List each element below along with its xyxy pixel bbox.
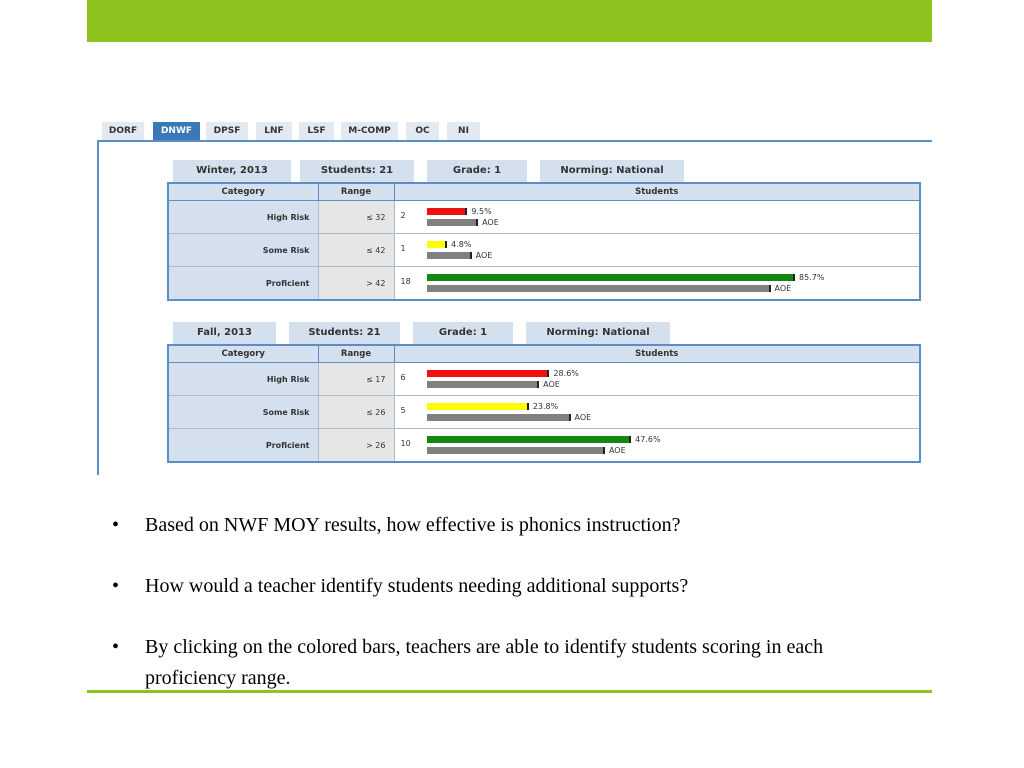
bullet-glyph: • — [112, 514, 120, 536]
percent-label: 47.6% — [635, 435, 661, 444]
some-risk-bar[interactable] — [427, 241, 448, 248]
range-cell: > 26 — [318, 429, 394, 463]
tab-dorf[interactable]: DORF — [102, 122, 144, 140]
percent-label: 9.5% — [471, 207, 492, 216]
students-cell — [394, 267, 920, 301]
tab-dnwf[interactable]: DNWF — [153, 122, 200, 140]
bullet-text: Based on NWF MOY results, how effective is phonics instruction? — [145, 514, 681, 536]
header-accent-band — [87, 0, 932, 42]
table-row — [168, 396, 920, 429]
column-header-range: Range — [318, 183, 394, 201]
aoe-label: AOE — [543, 380, 560, 389]
tab-oc[interactable]: OC — [406, 122, 439, 140]
bullet-item — [112, 571, 892, 602]
aoe-bar[interactable] — [427, 252, 472, 259]
percent-label: 85.7% — [799, 273, 825, 282]
table-row — [168, 201, 920, 234]
aoe-label: AOE — [482, 218, 499, 227]
bullet-glyph: • — [112, 636, 120, 658]
aoe-label: AOE — [475, 251, 493, 260]
table-header-row — [168, 345, 920, 363]
aoe-bar[interactable] — [427, 447, 605, 454]
students-cell — [394, 234, 920, 267]
category-cell: Proficient — [168, 429, 318, 463]
proficient-bar[interactable] — [427, 274, 796, 281]
students-cell — [394, 429, 920, 463]
student-count-label: Students: 21 — [289, 322, 400, 344]
column-header-students: Students — [394, 183, 920, 201]
high-risk-bar[interactable] — [427, 208, 468, 215]
category-cell: Proficient — [168, 267, 318, 301]
tab-ni[interactable]: NI — [447, 122, 480, 140]
table-row — [168, 267, 920, 301]
students-cell — [394, 363, 920, 396]
students-cell — [394, 396, 920, 429]
bullet-item — [112, 510, 892, 541]
percent-label: 4.8% — [451, 240, 472, 249]
grade-label: Grade: 1 — [413, 322, 513, 344]
students-cell — [394, 201, 920, 234]
student-count: 5 — [400, 406, 406, 415]
aoe-bar[interactable] — [427, 285, 771, 292]
footer-accent-rule — [87, 690, 932, 693]
percent-label: 28.6% — [553, 369, 579, 378]
category-cell: High Risk — [168, 363, 318, 396]
student-count: 10 — [400, 439, 411, 448]
student-count: 1 — [400, 244, 406, 253]
aoe-bar[interactable] — [427, 219, 479, 226]
column-header-range: Range — [318, 345, 394, 363]
period-label: Fall, 2013 — [173, 322, 276, 344]
range-cell: ≤ 32 — [318, 201, 394, 234]
results-table — [167, 344, 921, 463]
tab-m-comp[interactable]: M-COMP — [341, 122, 398, 140]
student-count: 2 — [400, 211, 406, 220]
category-cell: Some Risk — [168, 234, 318, 267]
tab-dpsf[interactable]: DPSF — [206, 122, 248, 140]
aoe-bar[interactable] — [427, 381, 540, 388]
table-row — [168, 363, 920, 396]
aoe-label: AOE — [774, 284, 792, 293]
range-cell: ≤ 42 — [318, 234, 394, 267]
percent-label: 23.8% — [532, 402, 559, 411]
bullet-text: By clicking on the colored bars, teachers are able to identify students scoring in each proficiency range. — [145, 636, 824, 689]
column-header-students: Students — [394, 345, 920, 363]
aoe-bar[interactable] — [427, 414, 571, 421]
period-label: Winter, 2013 — [173, 160, 291, 182]
results-table — [167, 182, 921, 301]
category-cell: High Risk — [168, 201, 318, 234]
student-count-label: Students: 21 — [300, 160, 414, 182]
range-cell: ≤ 17 — [318, 363, 394, 396]
grade-label: Grade: 1 — [427, 160, 527, 182]
table-row — [168, 429, 920, 463]
bullet-glyph: • — [112, 575, 120, 597]
student-count: 6 — [400, 373, 406, 382]
student-count: 18 — [400, 277, 411, 286]
column-header-category: Category — [168, 183, 318, 201]
column-header-category: Category — [168, 345, 318, 363]
high-risk-bar[interactable] — [427, 370, 550, 377]
tab-lsf[interactable]: LSF — [299, 122, 334, 140]
bullet-text: How would a teacher identify students needing additional supports? — [145, 575, 689, 597]
norming-label: Norming: National — [526, 322, 670, 344]
proficient-bar[interactable] — [427, 436, 632, 443]
table-row — [168, 234, 920, 267]
tab-lnf[interactable]: LNF — [256, 122, 292, 140]
bullet-item — [112, 632, 892, 694]
aoe-label: AOE — [608, 446, 626, 455]
aoe-label: AOE — [574, 413, 592, 422]
range-cell: > 42 — [318, 267, 394, 301]
table-header-row — [168, 183, 920, 201]
category-cell: Some Risk — [168, 396, 318, 429]
range-cell: ≤ 26 — [318, 396, 394, 429]
norming-label: Norming: National — [540, 160, 684, 182]
some-risk-bar[interactable] — [427, 403, 529, 410]
